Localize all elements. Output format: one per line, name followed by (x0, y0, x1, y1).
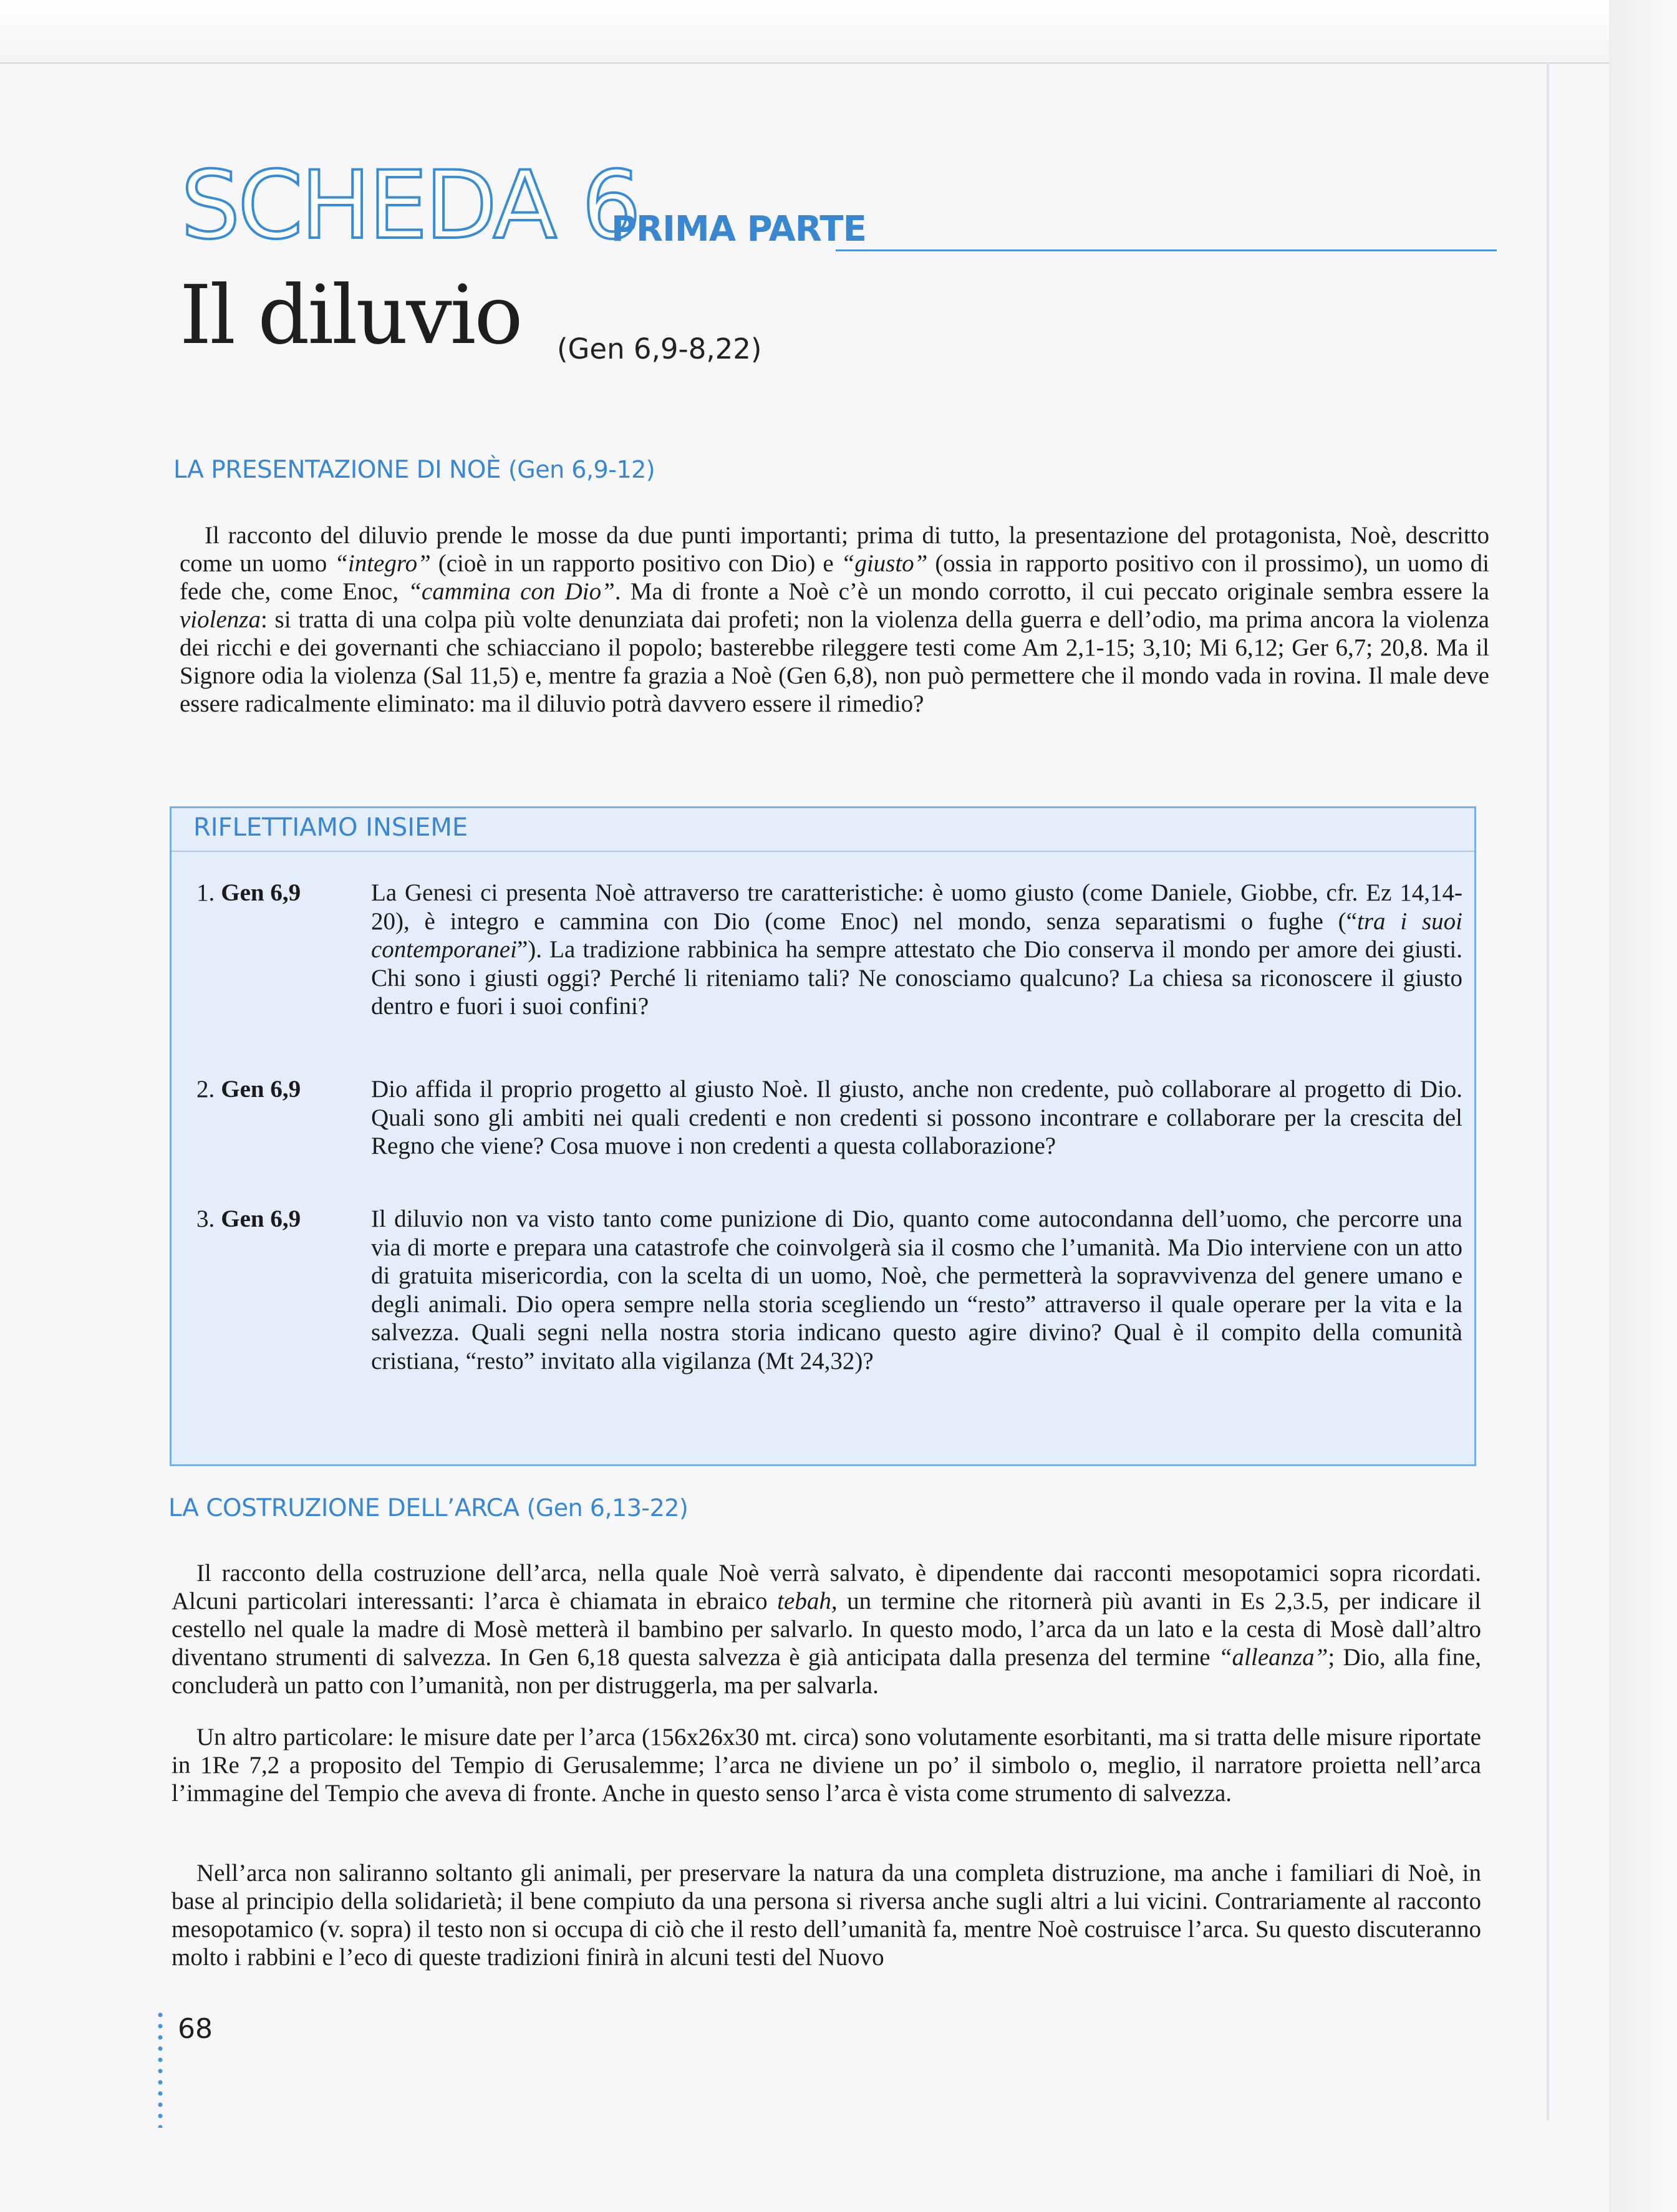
header-rule (836, 249, 1497, 251)
reflection-label (196, 1205, 346, 1233)
box-title: RIFLETTIAMO INSIEME (193, 813, 468, 842)
text-run: un termine che ritornerà più avanti in Es 2,3.5, per indicare il cestello nel quale la madre di Mosè metterà il bambino per salvarlo. In questo modo, l’arca da un lato e la cesta di Mosè dall’altro diventano strumenti di salvezza. In Gen 6,18 questa salvezza è già anticipata dalla presenza del termine (172, 1588, 1481, 1671)
footer-dots-decoration (157, 2009, 163, 2128)
title-reference: (Gen 6,9-8,22) (557, 332, 762, 365)
italic-run: “alleanza” (1218, 1644, 1328, 1671)
italic-run: “integro” (334, 550, 431, 577)
section-heading-presentazione (173, 456, 655, 484)
text-run: ; Dio, alla fine, concluderà un patto con l’umanità, non per distruggerla, ma per salvarla. (172, 1644, 1482, 1699)
prima-parte-label: PRIMA PARTE (611, 209, 866, 249)
text-run: (cioè in un rapporto positivo con Dio) e (430, 550, 841, 577)
section-heading-text: LA COSTRUZIONE DELL’ARCA (168, 1494, 520, 1522)
text-run: Il racconto della costruzione dell’arca, nella quale Noè verrà salvato, è dipendente dai racconti mesopotamici sopra ricordati. Alcuni particolari interessanti: l’arca è chiamata in ebraico (172, 1560, 1481, 1615)
reflection-number: 2. (196, 1076, 215, 1103)
text-run: La Genesi ci presenta Noè attraverso tre caratteristiche: è uomo giusto (come Daniele, Giobbe, cfr. Ez 14,14-20), è integro e cammina con Dio (come Enoc) nel mondo, senza separatismi o fughe (“ (371, 879, 1462, 935)
page-title: Il diluvio (180, 268, 521, 362)
text-run: : si tratta di una colpa più volte denunziata dai profeti; non la violenza della guerra e dell’odio, ma prima ancora la violenza dei ricchi e dei governanti che schiacciano il popolo; basterebbe rileggere testi come Am 2,1-15; 3,10; Mi 6,12; Ger 6,7; 20,8. Ma il Signore odia la violenza (Sal 11,5) e, mentre fa grazia a Noè (Gen 6,8), non può permettere che il mondo vada in rovina. Il male deve essere radicalmente eliminato: ma il diluvio potrà davvero essere il rimedio? (180, 606, 1489, 717)
text-run: . Ma di fronte a Noè c’è un mondo corrotto, il cui peccato originale sembra essere la (614, 578, 1489, 605)
reflection-text: Dio affida il proprio progetto al giusto Noè. Il giusto, anche non credente, può collaborare al progetto di Dio. Quali sono gli ambiti nei quali credenti e non credenti si possono incontrare e collaborare per la crescita del Regno che viene? Cosa muove i non credenti a questa collaborazione? (371, 1076, 1462, 1159)
text-run: (ossia in rapporto positivo con il prossimo), un uomo di fede che, come Enoc, (180, 550, 1489, 605)
text-run: Il racconto del diluvio prende le mosse da due punti importanti; prima di tutto, la presentazione del protagonista, Noè, descritto come un uomo (180, 522, 1489, 577)
section-heading-ref: (Gen 6,9-12) (508, 456, 655, 483)
text-run: ”). La tradizione rabbinica ha sempre attestato che Dio conserva il mondo per amore dei giusti. Chi sono i giusti oggi? Perché li riteniamo tali? Ne conosciamo qualcuno? La chiesa sa riconoscere il giusto dentro e fuori i suoi confini? (371, 936, 1462, 1020)
reflection-number: 1. (196, 879, 215, 906)
reflection-number: 3. (196, 1205, 215, 1232)
box-title-rule (172, 851, 1474, 852)
section-heading-ref: (Gen 6,13-22) (526, 1494, 689, 1522)
scheda-label: SCHEDA 6 (181, 152, 639, 260)
reflection-label (196, 879, 346, 907)
italic-run: tra i suoi contemporanei (371, 907, 1462, 963)
italic-run: “cammina con Dio” (408, 578, 615, 605)
italic-run: violenza (180, 606, 261, 633)
section-heading-costruzione (168, 1494, 688, 1522)
section-heading-text: LA PRESENTAZIONE DI NOÈ (173, 456, 501, 484)
reflection-text: Il diluvio non va visto tanto come punizione di Dio, quanto come autocondanna dell’uomo, che percorre una via di morte e prepara una catastrofe che coinvolgerà sia il cosmo che l’umanità. Ma Dio interviene con un atto di gratuita misericordia, con la scelta di un uomo, Noè, che permetterà la sopravvivenza del genere umano e degli animali. Dio opera sempre nella storia scegliendo un “resto” attraverso il quale operare per la vita e la salvezza. Quali segni nella nostra storia indicano questo agire divino? Qual è il compito della comunità cristiana, “resto” invitato alla vigilanza (Mt 24,32)? (371, 1205, 1462, 1374)
reflection-ref: Gen 6,9 (221, 879, 301, 906)
paragraph-costruzione-2: Un altro particolare: le misure date per l’arca (156x26x30 mt. circa) sono volutamente esorbitanti, ma si tratta delle misure riportate in 1Re 7,2 a proposito del Tempio di Gerusalemme; l’arca ne diviene un po’ il simbolo o, meglio, il narratore proietta nell’arca l’immagine del Tempio che aveva di fronte. Anche in questo senso l’arca è vista come strumento di salvezza. (172, 1724, 1481, 1807)
paragraph-costruzione-3: Nell’arca non saliranno soltanto gli animali, per preservare la natura da una completa distruzione, ma anche i familiari di Noè, in base al principio della solidarietà; il bene compiuto da una persona si riversa anche sugli altri a lui vicini. Contrariamente al racconto mesopotamico (v. sopra) il testo non si occupa di ciò che il resto dell’umanità fa, mentre Noè costruisce l’arca. Su questo discuteranno molto i rabbini e l’eco di queste tradizioni finirà in alcuni testi del Nuovo (172, 1860, 1481, 1971)
italic-run: tebah, (777, 1588, 838, 1615)
paragraph-costruzione-1 (172, 1559, 1481, 1699)
reflection-ref: Gen 6,9 (221, 1205, 301, 1232)
page-number: 68 (178, 2013, 213, 2045)
reflection-label (196, 1075, 346, 1103)
riflettiamo-insieme-box (170, 806, 1476, 1466)
reflection-text (371, 879, 1462, 1021)
italic-run: “giusto” (841, 550, 928, 577)
reflection-ref: Gen 6,9 (221, 1076, 301, 1103)
paragraph-presentazione (180, 521, 1489, 718)
